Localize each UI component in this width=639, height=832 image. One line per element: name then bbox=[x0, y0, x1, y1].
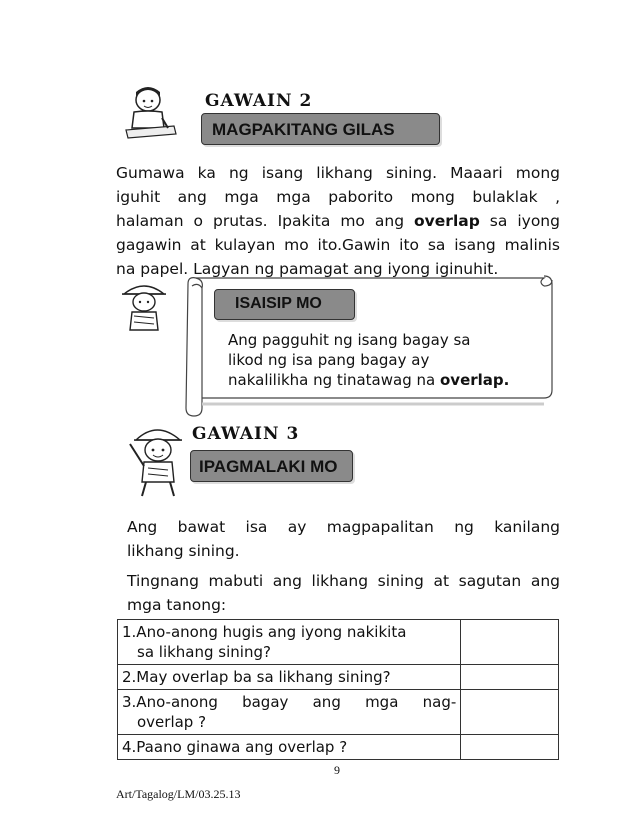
question-text: 4.Paano ginawa ang overlap ? bbox=[122, 738, 348, 756]
para-line: iguhit ang mga mga paborito mong bulaklak , bbox=[116, 188, 560, 206]
para-line: Ang bawat isa ay magpapalitan ng kanilang bbox=[127, 518, 560, 536]
para-line bbox=[116, 209, 560, 233]
question-text: 1.Ano-anong hugis ang iyong nakikita bbox=[122, 623, 407, 641]
para-line-part: halaman o prutas. Ipakita mo ang bbox=[116, 212, 405, 230]
overlap-keyword: overlap. bbox=[439, 371, 510, 389]
gawain-2-instructions bbox=[116, 161, 560, 281]
table-row bbox=[118, 690, 559, 735]
para-line-part: sa iyong bbox=[489, 212, 560, 230]
answer-cell[interactable] bbox=[461, 620, 559, 665]
boy-pointing-illustration bbox=[126, 420, 188, 498]
para-line: gagawin at kulayan mo ito.Gawin ito sa isang malinis bbox=[116, 236, 560, 254]
para-line: Tingnang mabuti ang likhang sining at sagutan ang bbox=[127, 572, 560, 590]
ipagmalaki-mo-banner bbox=[190, 450, 353, 482]
document-code: Art/Tagalog/LM/03.25.13 bbox=[116, 787, 241, 801]
para-line: likhang sining. bbox=[127, 542, 240, 560]
gawain-3-label: GAWAIN 3 bbox=[192, 424, 300, 444]
question-text: 3.Ano-anong bagay ang mga nag- bbox=[122, 693, 457, 711]
table-row bbox=[118, 665, 559, 690]
isaisip-line bbox=[228, 370, 509, 390]
question-text-cont: overlap ? bbox=[137, 713, 207, 731]
isaisip-mo-banner bbox=[214, 289, 355, 320]
boy-thinking-illustration bbox=[118, 278, 170, 336]
isaisip-line: likod ng isa pang bagay ay bbox=[228, 351, 430, 369]
isaisip-text bbox=[228, 330, 509, 390]
answer-cell[interactable] bbox=[461, 690, 559, 735]
table-row bbox=[118, 620, 559, 665]
question-cell bbox=[118, 690, 461, 735]
banner-text: MAGPAKITANG GILAS bbox=[212, 120, 395, 139]
table-row bbox=[118, 735, 559, 760]
gawain-3-para-2 bbox=[127, 569, 560, 617]
gawain-3-para-1 bbox=[127, 515, 560, 563]
question-cell bbox=[118, 735, 461, 760]
isaisip-line-part: nakalilikha ng tinatawag na bbox=[228, 371, 436, 389]
question-text-cont: sa likhang sining? bbox=[137, 643, 271, 661]
para-line: na papel. Lagyan ng pamagat ang iyong iginuhit. bbox=[116, 260, 499, 278]
para-line: Gumawa ka ng isang likhang sining. Maaari mong bbox=[116, 164, 560, 182]
isaisip-line: Ang pagguhit ng isang bagay sa bbox=[228, 331, 471, 349]
gawain-2-label: GAWAIN 2 bbox=[205, 91, 313, 111]
answer-cell[interactable] bbox=[461, 735, 559, 760]
banner-text: ISAISIP MO bbox=[235, 295, 322, 312]
para-line: mga tanong: bbox=[127, 596, 227, 614]
question-cell bbox=[118, 620, 461, 665]
overlap-keyword: overlap bbox=[414, 212, 480, 230]
questions-table bbox=[117, 619, 559, 760]
answer-cell[interactable] bbox=[461, 665, 559, 690]
magpakitang-gilas-banner bbox=[201, 113, 440, 145]
page-number: 9 bbox=[334, 763, 340, 777]
banner-text: IPAGMALAKI MO bbox=[199, 457, 338, 476]
question-cell bbox=[118, 665, 461, 690]
question-text: 2.May overlap ba sa likhang sining? bbox=[122, 668, 391, 686]
boy-drawing-illustration bbox=[118, 82, 180, 142]
